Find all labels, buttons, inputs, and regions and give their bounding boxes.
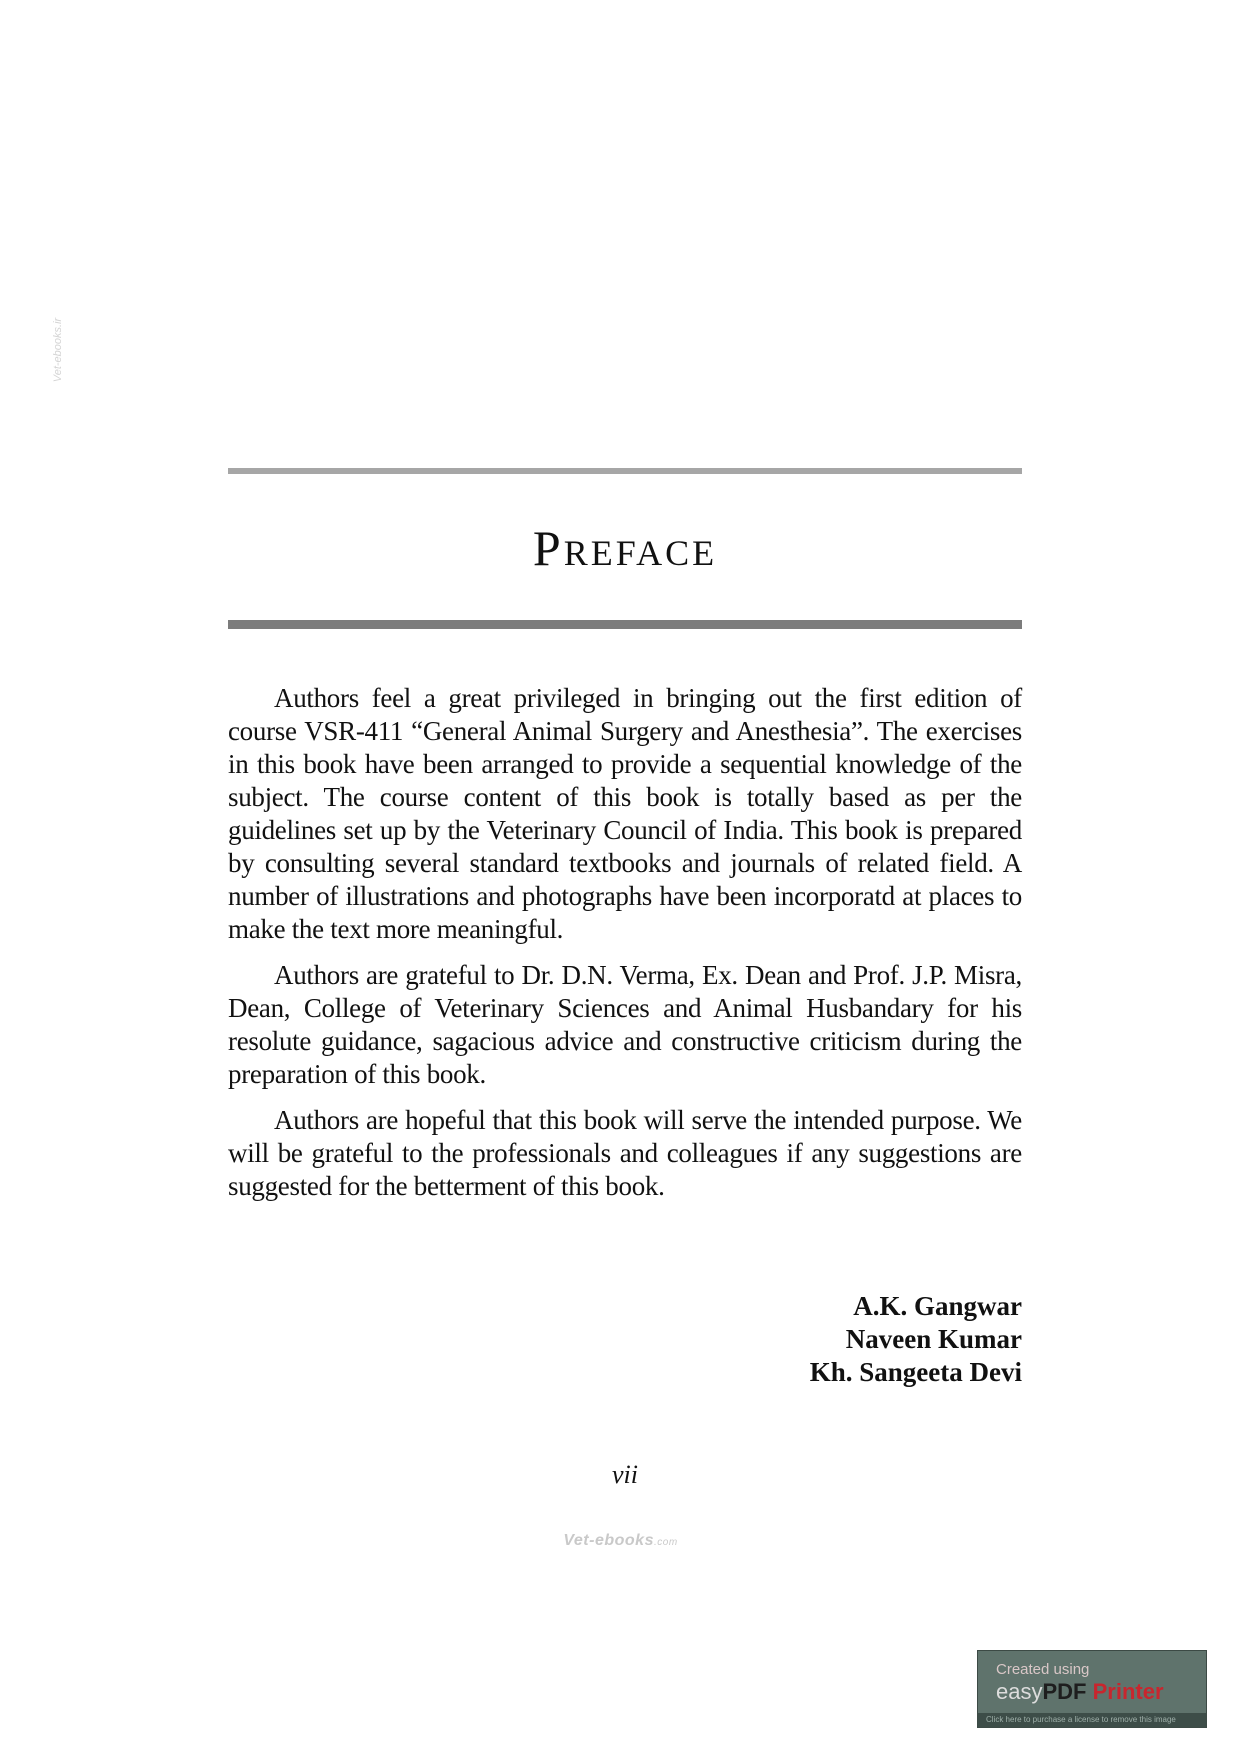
site-logo-name: Vet-ebooks — [563, 1532, 654, 1549]
author-name: Kh. Sangeeta Devi — [809, 1357, 1022, 1387]
page-number: vii — [612, 1460, 638, 1489]
badge-created-using: Created using — [996, 1661, 1090, 1678]
author-name: Naveen Kumar — [845, 1324, 1022, 1354]
preface-body — [228, 682, 1022, 1216]
top-rule — [228, 468, 1022, 474]
author-signatures — [810, 1290, 1022, 1389]
side-watermark: Vet-ebooks.ir — [52, 317, 64, 383]
badge-easy: easy — [996, 1679, 1043, 1704]
bottom-rule — [228, 620, 1022, 629]
paragraph-3: Authors are hopeful that this book will serve the intended purpose. We will be grateful to the professionals and colleagues if any suggestions are suggested for the betterment of this book. — [228, 1105, 1022, 1201]
title-initial: P — [532, 520, 564, 576]
page-title — [228, 518, 1022, 583]
badge-printer: Printer — [1086, 1679, 1164, 1704]
badge-pdf: PDF — [1042, 1679, 1087, 1704]
author-name: A.K. Gangwar — [853, 1291, 1022, 1321]
site-logo — [0, 1532, 1241, 1550]
easypdf-printer-badge[interactable] — [977, 1650, 1207, 1728]
title-rest: REFACE — [563, 533, 718, 573]
paragraph-1: Authors feel a great privileged in bringing out the first edition of course VSR-411 “General Animal Surgery and Anesthesia”. The exercises in this book have been arranged to provide a sequential knowledge of the subject. The course content of this book is totally based as per the guidelines set up by the Veterinary Council of India. This book is prepared by consulting several standard textbooks and journals of related field. A number of illustrations and photographs have been incorporatd at places to make the text more meaningful. — [228, 683, 1022, 944]
badge-purchase-link[interactable]: Click here to purchase a license to remove this image — [978, 1713, 1206, 1727]
paragraph-2: Authors are grateful to Dr. D.N. Verma, Ex. Dean and Prof. J.P. Misra, Dean, College of Veterinary Sciences and Animal Husbandary for his resolute guidance, sagacious advice and constructive criticism during the preparation of this book. — [228, 960, 1022, 1089]
badge-product-name — [996, 1679, 1164, 1705]
site-logo-suffix: .com — [653, 1537, 678, 1548]
